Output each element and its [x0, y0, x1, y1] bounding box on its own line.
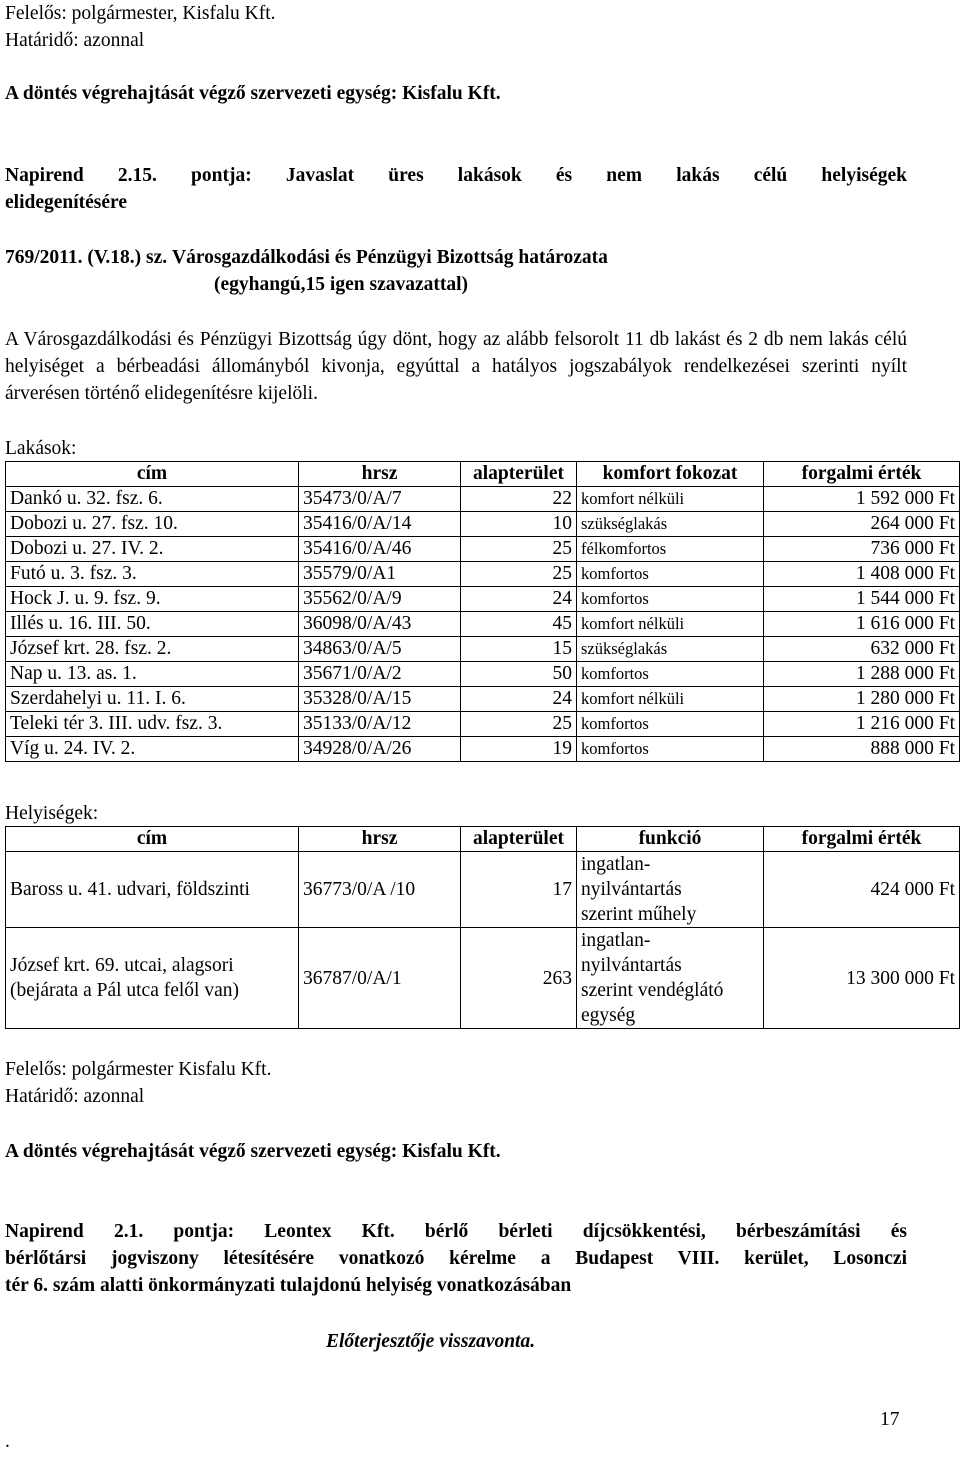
- col-header-area: alapterület: [461, 462, 577, 487]
- premise-hrsz: 36787/0/A/1: [299, 928, 461, 1029]
- item1-deadline: Határidő: azonnal: [5, 1086, 145, 1107]
- apartment-comfort: komfortos: [577, 587, 764, 612]
- table-row: [6, 687, 960, 712]
- apartment-area: 25: [461, 562, 577, 587]
- apartment-area: 19: [461, 737, 577, 762]
- apartment-hrsz: 35473/0/A/7: [299, 487, 461, 512]
- apartment-address: Hock J. u. 9. fsz. 9.: [6, 587, 299, 612]
- col-header-value: forgalmi érték: [764, 462, 960, 487]
- table-row: [6, 512, 960, 537]
- table-row: [6, 662, 960, 687]
- premise-function: ingatlan- nyilvántartás szerint vendéglátó egység: [577, 928, 764, 1029]
- apartment-comfort: komfortos: [577, 662, 764, 687]
- apartment-hrsz: 35416/0/A/14: [299, 512, 461, 537]
- apartment-value: 264 000 Ft: [764, 512, 960, 537]
- col-header-address: cím: [6, 827, 299, 852]
- apartment-comfort: komfortos: [577, 562, 764, 587]
- apartment-area: 10: [461, 512, 577, 537]
- apartment-hrsz: 34863/0/A/5: [299, 637, 461, 662]
- apartment-value: 888 000 Ft: [764, 737, 960, 762]
- table-row: [6, 712, 960, 737]
- col-header-hrsz: hrsz: [299, 462, 461, 487]
- apartment-address: Dankó u. 32. fsz. 6.: [6, 487, 299, 512]
- apartment-hrsz: 35562/0/A/9: [299, 587, 461, 612]
- premise-hrsz: 36773/0/A /10: [299, 852, 461, 928]
- apartment-hrsz: 35133/0/A/12: [299, 712, 461, 737]
- apartments-label: Lakások:: [5, 438, 77, 459]
- apartment-value: 632 000 Ft: [764, 637, 960, 662]
- apartment-comfort: félkomfortos: [577, 537, 764, 562]
- apartment-area: 24: [461, 587, 577, 612]
- apartment-hrsz: 34928/0/A/26: [299, 737, 461, 762]
- item2-heading-line2: bérlőtársi jogviszony létesítésére vonatkozó kérelme a Budapest VIII. kerület, Losonczi: [5, 1248, 907, 1269]
- page-number: 17: [880, 1409, 900, 1430]
- item2-heading-line3: tér 6. szám alatti önkormányzati tulajdonú helyiség vonatkozásában: [5, 1275, 572, 1296]
- premise-area: 17: [461, 852, 577, 928]
- apartment-address: Illés u. 16. III. 50.: [6, 612, 299, 637]
- apartment-value: 736 000 Ft: [764, 537, 960, 562]
- apartment-address: Dobozi u. 27. fsz. 10.: [6, 512, 299, 537]
- table-row: [6, 562, 960, 587]
- apartment-area: 15: [461, 637, 577, 662]
- premise-address: Baross u. 41. udvari, földszinti: [6, 852, 299, 928]
- item1-responsible: Felelős: polgármester Kisfalu Kft.: [5, 1059, 272, 1080]
- apartment-value: 1 280 000 Ft: [764, 687, 960, 712]
- apartment-area: 45: [461, 612, 577, 637]
- apartment-comfort: komfortos: [577, 737, 764, 762]
- resolution-title: Városgazdálkodási és Pénzügyi Bizottság határozata: [172, 247, 608, 268]
- apartment-area: 25: [461, 712, 577, 737]
- apartment-comfort: komfort nélküli: [577, 687, 764, 712]
- premises-table: [5, 826, 960, 1029]
- withdrawn-note: Előterjesztője visszavonta.: [326, 1331, 536, 1352]
- apartment-value: 1 616 000 Ft: [764, 612, 960, 637]
- apartment-address: Futó u. 3. fsz. 3.: [6, 562, 299, 587]
- premises-label: Helyiségek:: [5, 803, 99, 824]
- apartment-hrsz: 36098/0/A/43: [299, 612, 461, 637]
- apartment-comfort: szükséglakás: [577, 512, 764, 537]
- apartment-address: Dobozi u. 27. IV. 2.: [6, 537, 299, 562]
- footer-dot: .: [5, 1431, 10, 1452]
- table-row: [6, 928, 960, 1029]
- table-row: [6, 487, 960, 512]
- premise-address: József krt. 69. utcai, alagsori (bejárata a Pál utca felől van): [6, 928, 299, 1029]
- premises-header-row: [6, 827, 960, 852]
- apartment-value: 1 592 000 Ft: [764, 487, 960, 512]
- table-row: [6, 612, 960, 637]
- apartment-hrsz: 35328/0/A/15: [299, 687, 461, 712]
- apartment-area: 24: [461, 687, 577, 712]
- resolution-vote: (egyhangú,15 igen szavazattal): [214, 274, 469, 295]
- table-row: [6, 737, 960, 762]
- apartment-address: Szerdahelyi u. 11. I. 6.: [6, 687, 299, 712]
- apartment-address: Teleki tér 3. III. udv. fsz. 3.: [6, 712, 299, 737]
- apartment-address: József krt. 28. fsz. 2.: [6, 637, 299, 662]
- premise-value: 424 000 Ft: [764, 852, 960, 928]
- resolution-body: A Városgazdálkodási és Pénzügyi Bizottság úgy dönt, hogy az alább felsorolt 11 db lakást és 2 db nem lakás célú helyiséget a bérbeadási állományból kivonja, egyúttal a hatályos jogszabályok rendelkezései szerinti nyílt árverésen történő elidegenítésre kijelöli.: [5, 329, 907, 404]
- top-responsible: Felelős: polgármester, Kisfalu Kft.: [5, 3, 276, 24]
- apartment-area: 50: [461, 662, 577, 687]
- item2-heading-line1: Napirend 2.1. pontja: Leontex Kft. bérlő bérleti díjcsökkentési, bérbeszámítási és: [5, 1221, 907, 1242]
- col-header-area: alapterület: [461, 827, 577, 852]
- col-header-address: cím: [6, 462, 299, 487]
- apartments-table: [5, 461, 960, 762]
- col-header-hrsz: hrsz: [299, 827, 461, 852]
- apartment-value: 1 288 000 Ft: [764, 662, 960, 687]
- premise-function: ingatlan- nyilvántartás szerint műhely: [577, 852, 764, 928]
- apartment-comfort: komfort nélküli: [577, 612, 764, 637]
- table-row: [6, 852, 960, 928]
- item1-heading-line1: Napirend 2.15. pontja: Javaslat üres lakások és nem lakás célú helyiségek: [5, 165, 907, 186]
- apartment-address: Víg u. 24. IV. 2.: [6, 737, 299, 762]
- resolution-heading: [5, 244, 907, 271]
- apartment-comfort: komfortos: [577, 712, 764, 737]
- table-row: [6, 537, 960, 562]
- apartments-header-row: [6, 462, 960, 487]
- table-row: [6, 587, 960, 612]
- apartment-comfort: komfort nélküli: [577, 487, 764, 512]
- apartment-hrsz: 35671/0/A/2: [299, 662, 461, 687]
- apartment-comfort: szükséglakás: [577, 637, 764, 662]
- col-header-value: forgalmi érték: [764, 827, 960, 852]
- item1-heading-line2: elidegenítésére: [5, 192, 128, 213]
- premise-value: 13 300 000 Ft: [764, 928, 960, 1029]
- apartment-area: 25: [461, 537, 577, 562]
- apartment-value: 1 216 000 Ft: [764, 712, 960, 737]
- item1-executor: A döntés végrehajtását végző szervezeti egység: Kisfalu Kft.: [5, 1141, 501, 1162]
- apartment-value: 1 408 000 Ft: [764, 562, 960, 587]
- apartment-hrsz: 35416/0/A/46: [299, 537, 461, 562]
- table-row: [6, 637, 960, 662]
- apartment-address: Nap u. 13. as. 1.: [6, 662, 299, 687]
- apartment-value: 1 544 000 Ft: [764, 587, 960, 612]
- col-header-function: funkció: [577, 827, 764, 852]
- apartment-hrsz: 35579/0/A1: [299, 562, 461, 587]
- resolution-number: 769/2011. (V.18.) sz.: [5, 247, 168, 268]
- apartment-area: 22: [461, 487, 577, 512]
- col-header-comfort: komfort fokozat: [577, 462, 764, 487]
- top-executor: A döntés végrehajtását végző szervezeti egység: Kisfalu Kft.: [5, 83, 501, 104]
- premise-area: 263: [461, 928, 577, 1029]
- top-deadline: Határidő: azonnal: [5, 30, 145, 51]
